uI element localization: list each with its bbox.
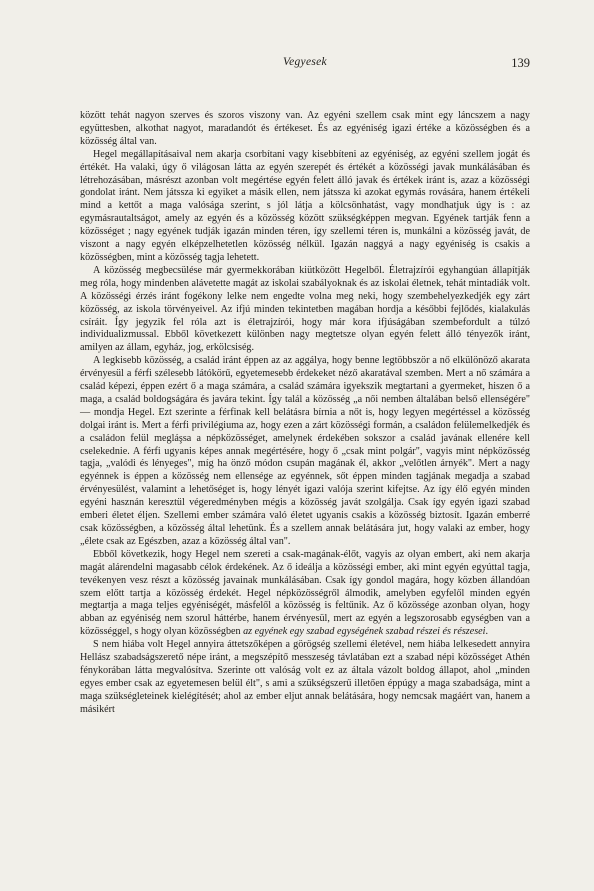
paragraph: között tehát nagyon szerves és szoros viszony van. Az egyéni szellem csak mint egy láncszem a nagy együttesben, alkothat nagyot, maradandót és értékeset. És az egyéniség igazi értéke a közösségben és a közösség által van. [80, 110, 530, 147]
paragraph: A közösség megbecsülése már gyermekkorában kiütközött Hegelből. Életrajzírói egyhangúan állapítják meg róla, hogy mindenben alávetette magát az iskolai szabályoknak és az iskolai életnek, tehát mintadiák volt. A közösségi érzés iránt fogékony lelke nem engedte volna meg neki, hogy szembehelyezkedjék egy zárt közösség, az iskola törvényeivel. Az ifjú minden tekintetben magában hordja a későbbi fejlődés, kialakulás csíráit. Így jegyzik fel róla azt is életrajzírói, hogy már kora ifjúságában szembefordult a túlzó individualizmussal. Ebből következett különben nagy megtetsze olyan egyén felett álló tényezők iránt, amilyen az állam, egyház, jog, erkölcsiség. [80, 264, 530, 354]
emphasized-phrase: az egyének egy szabad egységének szabad részei és részesei [243, 626, 486, 638]
running-title: Vegyesek [283, 56, 327, 68]
paragraph: Ebből következik, hogy Hegel nem szereti a csak-magának-élőt, vagyis az olyan embert, aki nem akarja magát alárendelni magasabb célok érdekének. Az ő ideálja a közösségi ember, aki mint egyén egyúttal tagja, tevékenyen vesz részt a közösség javainak munkálásában. Csak így gondol magára, hogy közben állandóan szem előtt tartja a közösség érdekét. Hegel népközösségről álmodik, amelyben egyfelől minden egyén megtartja a maga teljes egyéniségét, másfelől a közösség is feltűnik. Az ő közössége azonban olyan, hogy abban az egyéniség nem szorul háttérbe, hanem érvényesül, mert az egyén a legszorosabb egységben van a közösséggel, s hogy olyan közösségben az egyének egy szabad egységének szabad részei és részesei. [80, 548, 530, 638]
paragraph: S nem hiába volt Hegel annyira áttetszőképen a görögség szellemi életével, nem hiába lelkesedett annyira Hellász szabadságszerető népe iránt, a megszépítő messzeség távlatában ezt a szabad népi közösséget Athén fénykorában látta megvalósítva. Szerinte ott valóság volt ez az általa vázolt boldog állapot, ahol „minden egyes ember csak az egyetemesen belül élt", s ami a szükségszerű illetően éppúgy a maga szabadsága, mint a maga szükségleteinek kielégítését; ahol az ember eljut annak belátására, hogy nemcsak magáért van, hanem a másikért [80, 639, 530, 715]
paragraph: A legkisebb közösség, a család iránt éppen az az aggálya, hogy benne legtöbbször a nő elkülönöző akarata érvényesül a férfi szélesebb látókörű, egyetemesebb érdekeket néző akaratával szemben. Mert a nő számára a család képezi, éppen ezért ő a maga számára, a család számára igyekszik megtartani a gyermeket, hiszen ő a maga, a család boldogságára és javára tekint. Így talál a közösség „a női nemben általában belső ellenségére" — mondja Hegel. Ezt szerinte a férfinak kell belátásra bírnia a nőt is, hogy legyen megértéssel a közösség dolgai iránt is. Mert a férfi privilégiuma az, hogy ezen a zárt közösségi formán, a családon felülemelkedjék és a családon felül megláşsa a népközösséget, amelynek érdekében sokszor a család javának ellenére kell cselekednie. A férfi ugyanis képes annak megértésére, hogy ő „csak mint polgár", vagyis mint népközösség tagja, „valódi és lényeges", míg ha önző módon csupán magának él, akkor „velőtlen árnyék". Mert a nagy egyénnek is éppen a közösség nem ellensége az egyénnek, sőt éppen minden tagjának megadja a szabad érvényesülést, valamint a lehetőséget is, hogy lényét igazi valója szerint kifejtse. Az így élő egyén minden egyéni hasznán keresztül végeredményben mégis a közösség javát szolgálja. Csak így egyén igazi szabad emberi életet éljen. Szellemi ember számára való életet ugyanis csakis a közösség biztosít. Igazán emberré csak közösségben, a közösség által lehetünk. És a szellem annak belátására jut, hogy valaki az ember, hogy „élete csak az Egészben, azaz a közösség által van". [80, 355, 530, 547]
page-header [80, 56, 530, 76]
paragraph: Hegel megállapításaival nem akarja csorbítani vagy kisebbíteni az egyéniség, az egyéni szellem jogát és értékét. Ha valaki, úgy ő világosan látta az egyén szerepét és értékét a közösségi javak munkálásában és létrehozásában, másrészt azonban volt megértése egyén felett álló javak és értékek iránt is, azaz a közösségi gondolat iránt. Nem játssza ki egyiket a másik ellen, nem játssza ki azokat egymás rovására, hanem értékeli mind a kettőt a maga valósága szerint, s jól látja a kölcsönhatást, vagy mondhatjuk úgy is : az egymásrautaltságot, amely az egyén és a közösség között szükségképpen megvan. Egyének tartják fenn a közösséget ; nagy egyének tudják igazán minden téren, így szellemi téren is, munkálni a közösség javát, de viszont a nagy egyén elképzelhetetlen közösség nélkül. Igazán naggyá a nagy egyéniség is csakis a közösségben, mint a közösség tagja lehetett. [80, 148, 530, 263]
body-text [80, 110, 530, 717]
page-number: 139 [511, 56, 530, 70]
